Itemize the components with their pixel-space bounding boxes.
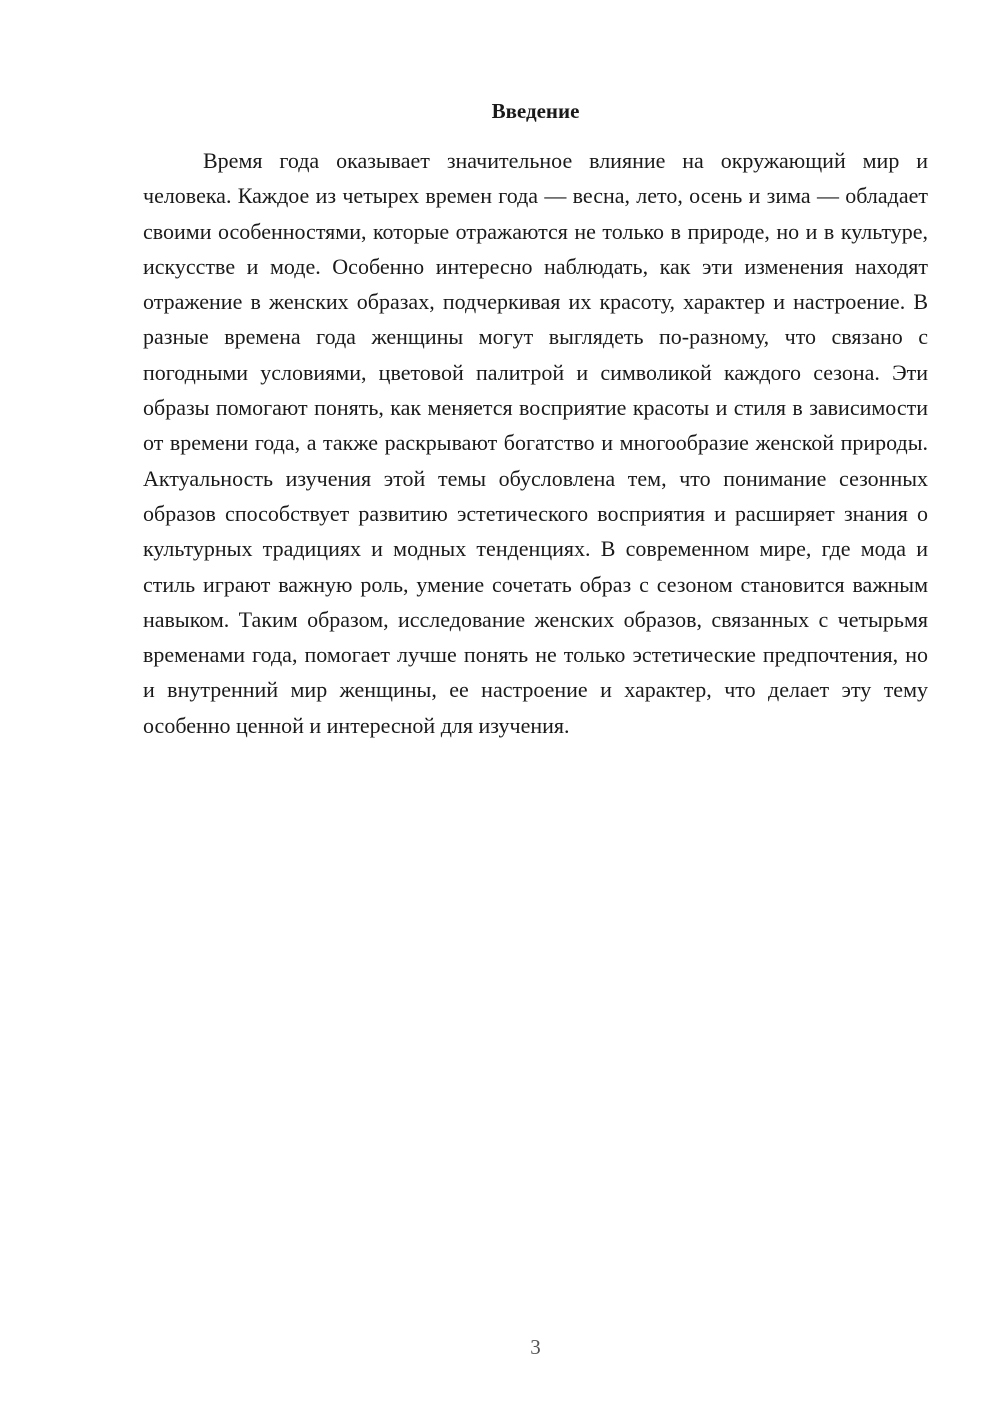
intro-paragraph: Время года оказывает значительное влияние на окружающий мир и человека. Каждое из четырех времен года — весна, лето, осень и зима — обладает своими особенностями, которые отражаются не только в природе, но и в культуре, искусстве и моде. Особенно интересно наблюдать, как эти изменения находят отражение в женских образах, подчеркивая их красоту, характер и настроение. В разные времена года женщины могут выглядеть по-разному, что связано с погодными условиями, цветовой палитрой и символикой каждого сезона. Эти образы помогают понять, как меняется восприятие красоты и стиля в зависимости от времени года, а также раскрывают богатство и многообразие женской природы. Актуальность изучения этой темы обусловлена тем, что понимание сезонных образов способствует развитию эстетического восприятия и расширяет знания о культурных традициях и модных тенденциях. В современном мире, где мода и стиль играют важную роль, умение сочетать образ с сезоном становится важным навыком. Таким образом, исследование женских образов, связанных с четырьмя временами года, помогает лучше понять не только эстетические предпочтения, но и внутренний мир женщины, ее настроение и характер, что делает эту тему особенно ценной и интересной для изучения. bbox=[143, 148, 928, 738]
page-number: 3 bbox=[530, 1335, 541, 1359]
section-heading: Введение bbox=[491, 99, 580, 123]
